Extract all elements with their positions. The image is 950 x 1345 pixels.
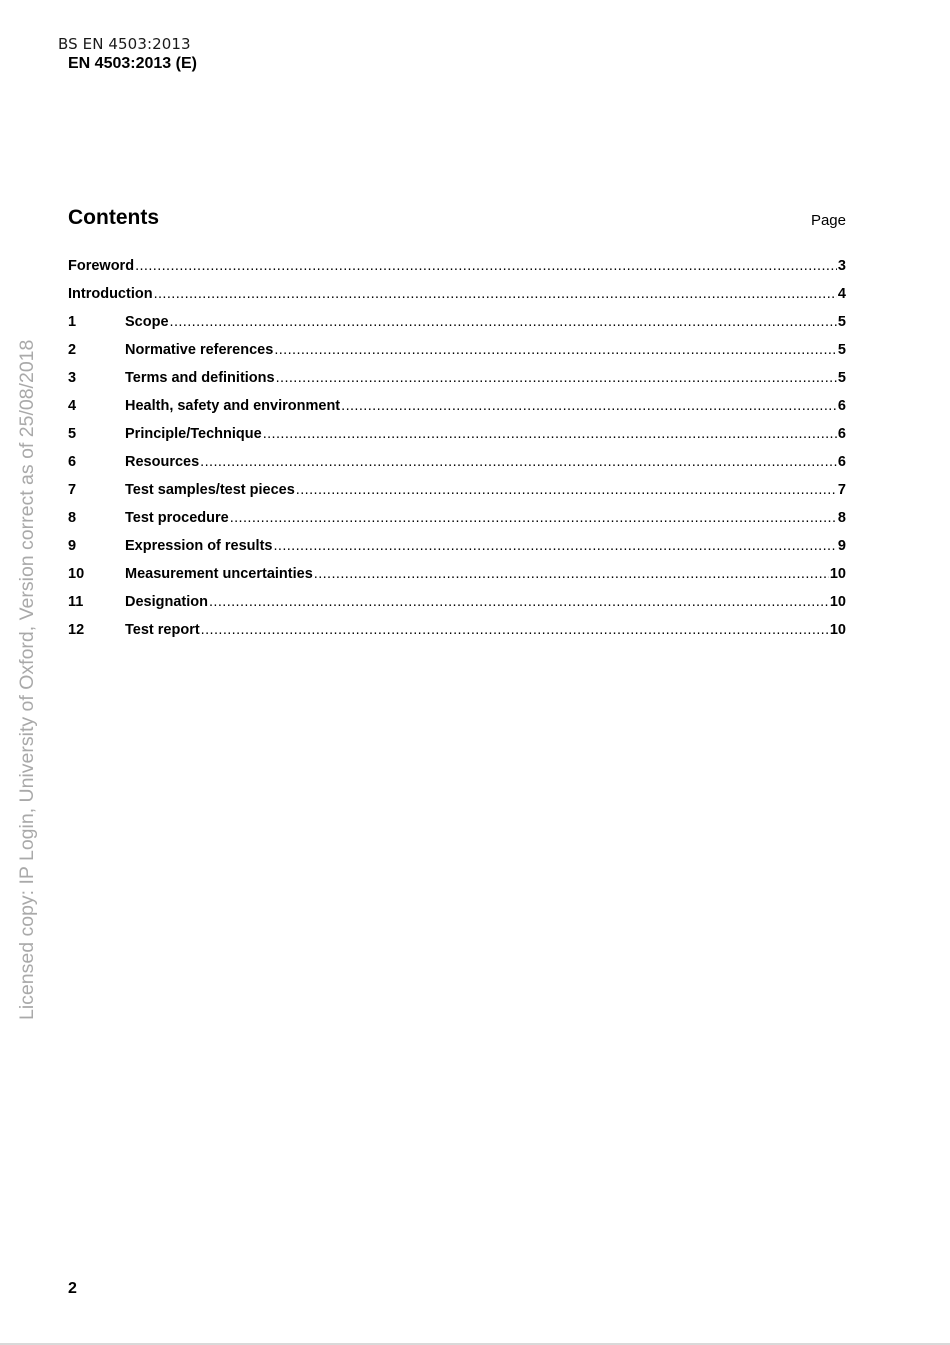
toc-entry-title: Terms and definitions	[125, 370, 275, 386]
toc-leader-dots	[201, 616, 829, 644]
toc-entry-number: 12	[68, 622, 85, 638]
toc-entry-page: 3	[837, 258, 846, 274]
toc-entry-scope[interactable]	[68, 308, 846, 336]
toc-entry-number: 8	[68, 510, 77, 526]
toc-entry-title: Measurement uncertainties	[125, 566, 313, 582]
contents-heading: Contents	[68, 206, 159, 229]
toc-leader-dots	[200, 448, 837, 476]
toc-entry-title: Resources	[125, 454, 200, 470]
toc-leader-dots	[274, 336, 837, 364]
toc-entry-title: Foreword	[68, 258, 135, 274]
toc-entry-test-procedure[interactable]	[68, 504, 846, 532]
toc-entry-title: Scope	[125, 314, 169, 330]
toc-entry-page: 7	[837, 482, 846, 498]
toc-entry-number: 3	[68, 370, 77, 386]
toc-entry-title: Normative references	[125, 342, 274, 358]
toc-entry-number: 4	[68, 398, 77, 414]
toc-entry-page: 6	[837, 398, 846, 414]
toc-entry-page: 10	[829, 622, 846, 638]
toc-entry-title: Principle/Technique	[125, 426, 262, 442]
toc-leader-dots	[154, 280, 837, 308]
toc-entry-expression-of-results[interactable]	[68, 532, 846, 560]
license-watermark: Licensed copy: IP Login, University of Oxford, Version correct as of 25/08/2018	[16, 339, 38, 1020]
toc-entry-title: Introduction	[68, 286, 153, 302]
page-column-label: Page	[810, 212, 846, 229]
toc-leader-dots	[135, 252, 837, 280]
toc-entry-number: 6	[68, 454, 77, 470]
toc-entry-normative-references[interactable]	[68, 336, 846, 364]
toc-entry-number: 10	[68, 566, 85, 582]
toc-entry-page: 6	[837, 454, 846, 470]
toc-entry-number: 7	[68, 482, 77, 498]
toc-leader-dots	[276, 364, 837, 392]
toc-entry-number: 2	[68, 342, 77, 358]
toc-entry-number: 11	[68, 594, 84, 610]
toc-entry-measurement-uncertainties[interactable]	[68, 560, 846, 588]
toc-entry-test-report[interactable]	[68, 616, 846, 644]
header-en-standard: EN 4503:2013 (E)	[68, 55, 197, 72]
toc-entry-page: 4	[837, 286, 846, 302]
toc-leader-dots	[341, 392, 837, 420]
toc-leader-dots	[170, 308, 837, 336]
toc-leader-dots	[296, 476, 837, 504]
toc-entry-page: 10	[829, 594, 846, 610]
toc-entry-title: Designation	[125, 594, 208, 610]
page-number: 2	[68, 1280, 77, 1297]
toc-entry-designation[interactable]	[68, 588, 846, 616]
toc-leader-dots	[263, 420, 837, 448]
toc-entry-test-samples[interactable]	[68, 476, 846, 504]
toc-entry-foreword[interactable]	[68, 252, 846, 280]
toc-leader-dots	[314, 560, 829, 588]
toc-entry-page: 5	[837, 314, 846, 330]
toc-entry-page: 8	[837, 510, 846, 526]
toc-entry-terms-and-definitions[interactable]	[68, 364, 846, 392]
toc-leader-dots	[273, 532, 836, 560]
header-bs-standard: BS EN 4503:2013	[58, 35, 191, 53]
toc-entry-page: 6	[837, 426, 846, 442]
toc-entry-page: 5	[837, 342, 846, 358]
toc-leader-dots	[209, 588, 829, 616]
table-of-contents	[68, 252, 846, 644]
toc-entry-page: 5	[837, 370, 846, 386]
toc-entry-page: 9	[837, 538, 846, 554]
toc-entry-title: Health, safety and environment	[125, 398, 341, 414]
toc-entry-number: 9	[68, 538, 77, 554]
toc-entry-number: 5	[68, 426, 77, 442]
toc-entry-principle-technique[interactable]	[68, 420, 846, 448]
toc-entry-title: Test procedure	[125, 510, 229, 526]
toc-entry-page: 10	[829, 566, 846, 582]
toc-entry-title: Test samples/test pieces	[125, 482, 295, 498]
toc-entry-number: 1	[68, 314, 77, 330]
toc-entry-title: Expression of results	[125, 538, 273, 554]
toc-leader-dots	[230, 504, 837, 532]
toc-entry-introduction[interactable]	[68, 280, 846, 308]
toc-entry-resources[interactable]	[68, 448, 846, 476]
toc-entry-title: Test report	[125, 622, 200, 638]
toc-entry-health-safety-environment[interactable]	[68, 392, 846, 420]
